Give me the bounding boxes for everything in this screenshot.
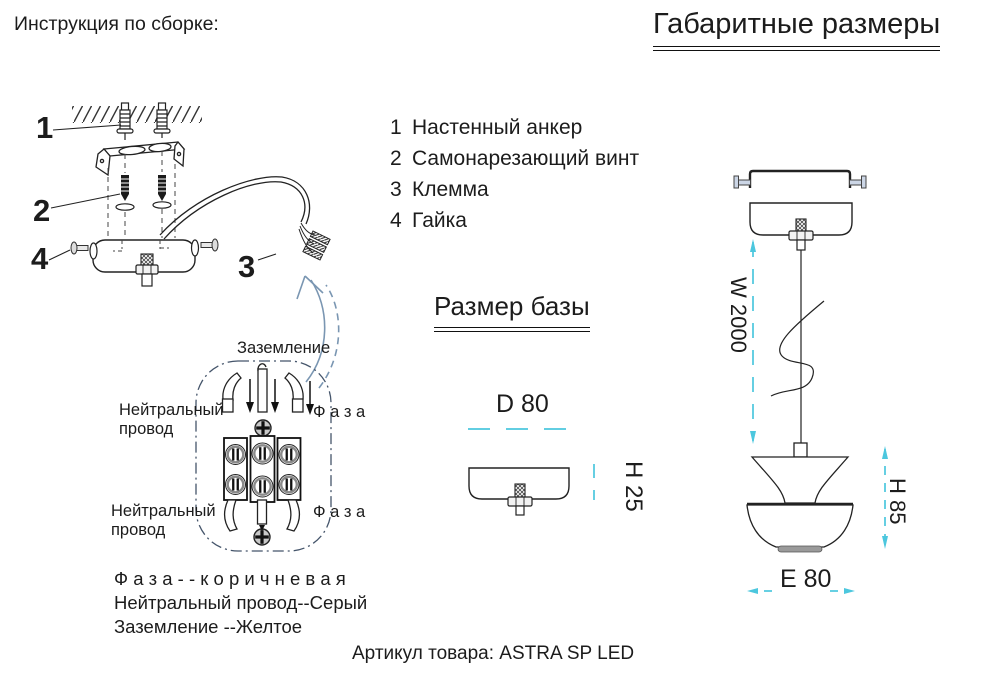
lamp-height-label: H 85 (885, 478, 910, 525)
callout-1-line (53, 125, 121, 130)
side-screw-left (71, 242, 88, 254)
callout-4: 4 (31, 241, 49, 276)
lamp-bowl (747, 505, 853, 547)
part-number: 2 (390, 147, 402, 170)
part-label: Самонарезающий винт (412, 147, 640, 170)
ground-label: Заземление (237, 339, 331, 357)
wire-length-label: W 2000 (726, 277, 751, 353)
phase-label-bottom: Ф а з а (313, 503, 366, 521)
lamp-diffuser (778, 546, 822, 552)
part-label: Клемма (412, 178, 489, 201)
incoming-wires (223, 364, 304, 412)
wire-break-symbol (771, 301, 824, 396)
lamp-body (747, 443, 853, 552)
parts-list (390, 112, 639, 236)
wire-direction-arrows (246, 379, 314, 415)
neutral-label-top-2: провод (119, 420, 174, 438)
wiring-diagram (100, 240, 390, 565)
parts-list-item (390, 205, 639, 236)
callout-2: 2 (33, 193, 51, 228)
callout-2-line (51, 194, 120, 208)
bracket-screw-right (850, 180, 862, 185)
terminal-block (224, 436, 301, 502)
parts-list-item (390, 112, 639, 143)
base-diameter-label: D 80 (496, 390, 549, 418)
part-number: 1 (390, 116, 402, 139)
ground-screw-bottom (254, 529, 270, 545)
ceiling-hatch (72, 106, 202, 123)
ground-screw-top (255, 420, 271, 436)
product-sku: Артикул товара: ASTRA SP LED (352, 643, 635, 664)
legend-ground: Заземление --Желтое (114, 616, 303, 637)
legend-neutral: Нейтральный провод--Серый (114, 592, 368, 613)
neutral-label-bottom-2: провод (111, 521, 166, 539)
mounting-bracket (96, 142, 184, 175)
lamp-top-shade (752, 457, 848, 503)
lamp-width-label: E 80 (780, 565, 832, 593)
connect-arrow (297, 276, 339, 388)
ceiling-bracket (734, 171, 866, 188)
callout-1: 1 (36, 110, 54, 145)
base-size-heading: Размер базы (434, 291, 590, 332)
part-label: Гайка (412, 209, 467, 232)
part-number: 3 (390, 178, 402, 201)
parts-list-item (390, 174, 639, 205)
legend-phase: Ф а з а - - к о р и ч н е в а я (114, 568, 346, 589)
callout-3: 3 (238, 249, 256, 284)
washer-left (90, 243, 97, 259)
parts-list-item (390, 143, 639, 174)
pendant-diagram (700, 160, 980, 605)
neutral-label-bottom-1: Нейтральный (111, 502, 216, 520)
neutral-label-top-1: Нейтральный (119, 401, 224, 419)
base-height-label: H 25 (620, 461, 647, 512)
self-tapping-screw-left (116, 175, 134, 210)
page-title-left: Инструкция по сборке: (14, 13, 219, 35)
page-title-right: Габаритные размеры (653, 8, 940, 51)
part-number: 4 (390, 209, 402, 232)
base-size-diagram (430, 380, 650, 525)
part-label: Настенный анкер (412, 116, 583, 139)
bracket-screw-left (739, 180, 751, 185)
lamp-socket (794, 443, 807, 457)
self-tapping-screw-right (153, 175, 171, 208)
wire-color-legend (114, 567, 367, 639)
phase-label-top: Ф а з а (313, 403, 366, 421)
callout-4-line (49, 250, 70, 260)
outgoing-wires (224, 500, 299, 531)
